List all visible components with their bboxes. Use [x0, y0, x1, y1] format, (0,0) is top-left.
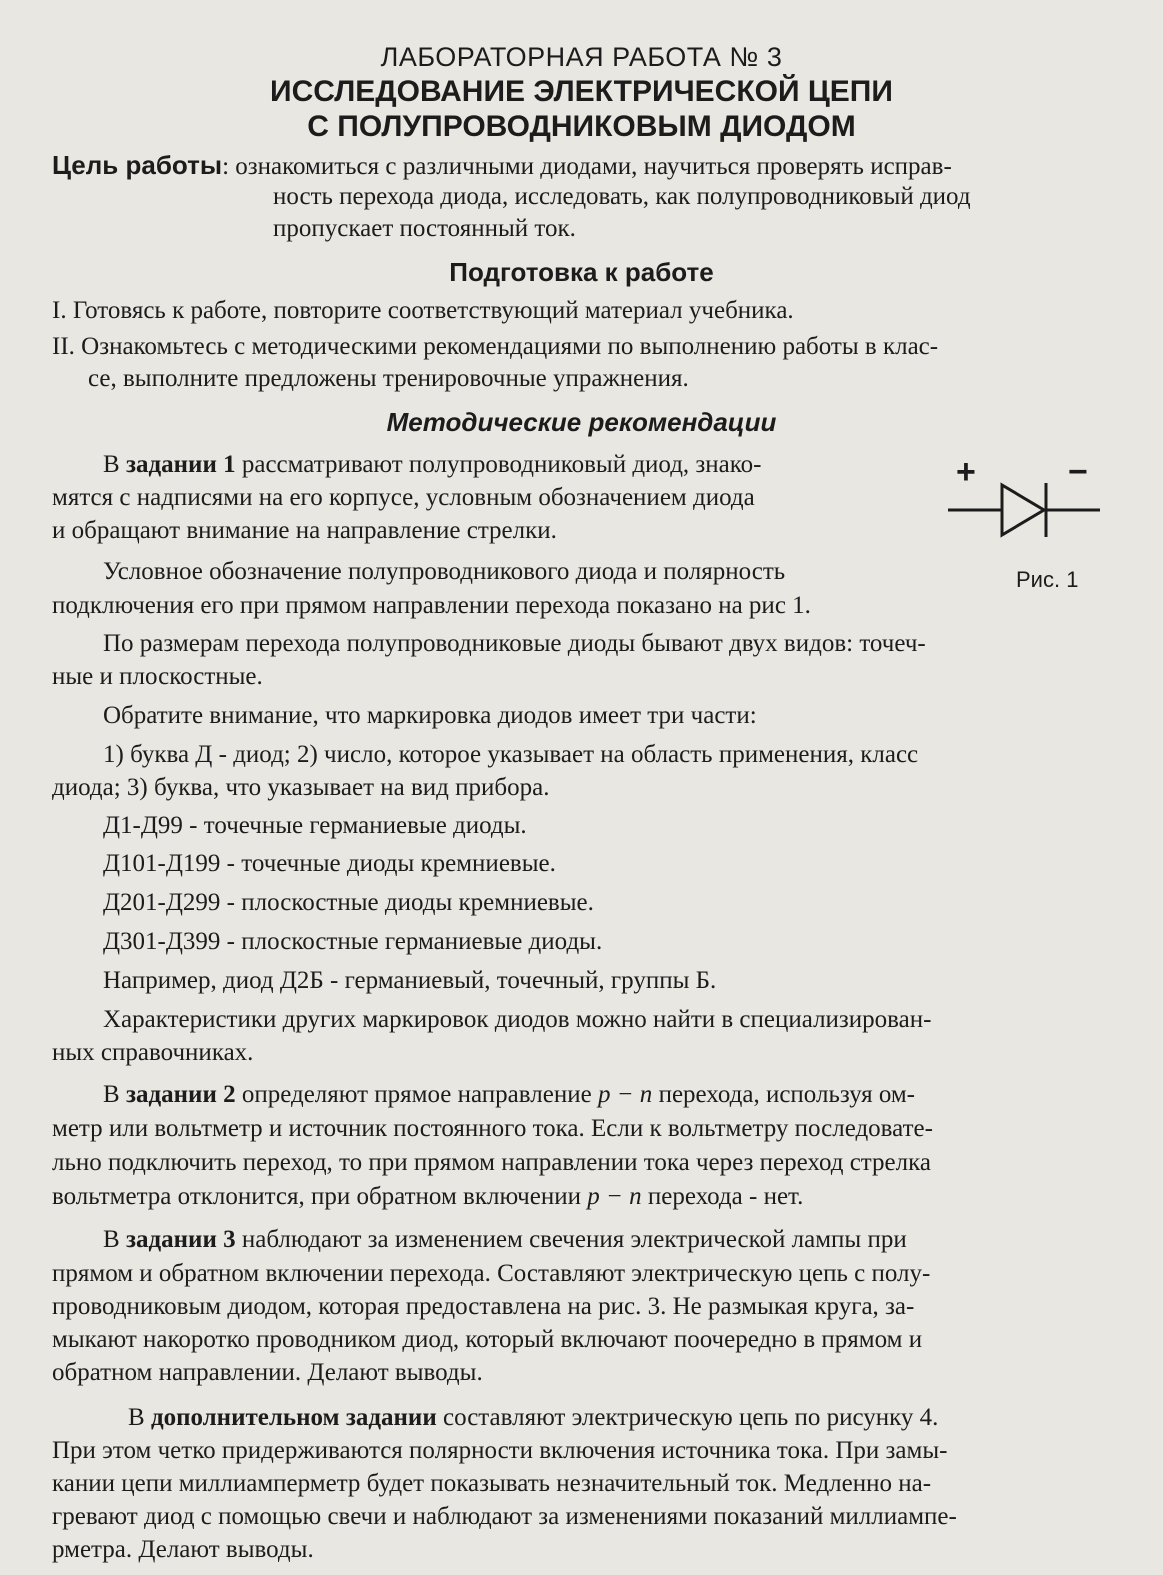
para-9-line-4: гревают диод с помощью свечи и наблюдают за изменениями показаний миллиампе- — [52, 1503, 957, 1530]
goal-line-1 — [52, 150, 952, 182]
example-line: Например, диод Д2Б - германиевый, точечный, группы Б. — [103, 967, 717, 994]
marking-list-item: Д1-Д99 - точечные германиевые диоды. — [103, 812, 527, 839]
para-8-line-5: обратном направлении. Делают выводы. — [52, 1359, 483, 1386]
para-7-text-a: В — [103, 1081, 126, 1108]
para-1-text-b: рассматривают полупроводниковый диод, знако- — [235, 451, 762, 478]
extra-task-keyword: дополнительном задании — [150, 1404, 437, 1431]
plus-sign: + — [956, 453, 976, 491]
prep-item-2-line-2: се, выполните предложены тренировочные упражнения. — [88, 365, 689, 392]
task-3-keyword: задании 3 — [125, 1226, 236, 1253]
goal-label: Цель работы — [52, 150, 223, 180]
para-1-line-3: и обращают внимание на направление стрелки. — [52, 517, 557, 544]
para-6-line-1: Характеристики других маркировок диодов можно найти в специализирован- — [103, 1006, 932, 1033]
pn-junction-symbol: p − n — [587, 1183, 642, 1210]
para-3-line-2: ные и плоскостные. — [52, 663, 263, 690]
para-9-text-a: В — [128, 1404, 151, 1431]
para-7-text-e: перехода - нет. — [641, 1183, 804, 1210]
para-7-line-2: метр или вольтметр и источник постоянного тока. Если к вольтметру последовате- — [52, 1115, 933, 1142]
para-1-line-2: мятся с надписями на его корпусе, условным обозначением диода — [52, 484, 755, 511]
para-9-line-3: кании цепи миллиамперметр будет показывать незначительный ток. Медленно на- — [52, 1470, 932, 1497]
marking-list-item: Д101-Д199 - точечные диоды кремниевые. — [103, 850, 556, 877]
goal-line-2: ность перехода диода, исследовать, как полупроводниковый диод — [273, 183, 971, 210]
para-9-line-1 — [128, 1403, 938, 1433]
figure-caption: Рис. 1 — [1016, 567, 1079, 592]
lab-number-title: ЛАБОРАТОРНАЯ РАБОТА № 3 — [380, 42, 783, 72]
para-8-line-3: проводниковым диодом, которая предоставлена на рис. 3. Не размыкая круга, за- — [52, 1293, 915, 1320]
prep-heading: Подготовка к работе — [449, 257, 714, 287]
para-8-text-a: В — [103, 1226, 126, 1253]
para-8-line-1 — [103, 1225, 907, 1255]
para-8-line-2: прямом и обратном включении перехода. Составляют электрическую цепь с полу- — [52, 1260, 931, 1287]
para-3-line-1: По размерам перехода полупроводниковые диоды бывают двух видов: точеч- — [103, 630, 926, 657]
diode-figure — [940, 455, 1120, 595]
para-2-line-2: подключения его при прямом направлении перехода показано на рис 1. — [52, 592, 811, 619]
pn-junction-symbol: p − n — [597, 1081, 653, 1108]
para-6-line-2: ных справочниках. — [52, 1039, 254, 1066]
para-1-line-1 — [103, 450, 762, 480]
minus-sign: − — [1068, 453, 1088, 491]
task-1-keyword: задании 1 — [125, 451, 236, 478]
para-9-line-5: рметра. Делают выводы. — [52, 1536, 314, 1563]
para-9-line-2: При этом четко придерживаются полярности включения источника тока. При замы- — [52, 1437, 948, 1464]
para-7-text-b: определяют прямое направление — [235, 1081, 598, 1108]
marking-list-item: Д301-Д399 - плоскостные германиевые диоды. — [103, 928, 603, 955]
para-9-text-b: составляют электрическую цепь по рисунку 4. — [436, 1404, 939, 1431]
para-7-line-3: льно подключить переход, то при прямом направлении тока через переход стрелка — [52, 1149, 931, 1176]
marking-list-item: Д201-Д299 - плоскостные диоды кремниевые. — [103, 889, 594, 916]
para-7-text-d: вольтметра отклонится, при обратном включении — [52, 1183, 588, 1210]
main-title-line-2: С ПОЛУПРОВОДНИКОВЫМ ДИОДОМ — [307, 110, 856, 143]
methods-heading: Методические рекомендации — [386, 407, 777, 437]
para-7-line-4 — [52, 1182, 803, 1212]
task-2-keyword: задании 2 — [125, 1081, 236, 1108]
para-7-line-1 — [103, 1080, 915, 1110]
goal-text-1: ознакомиться с различными диодами, научиться проверять исправ- — [229, 153, 952, 180]
para-5-line-1: 1) буква Д - диод; 2) число, которое указывает на область применения, класс — [103, 741, 919, 768]
para-5-line-2: диода; 3) буква, что указывает на вид прибора. — [52, 774, 550, 801]
main-title-line-1: ИССЛЕДОВАНИЕ ЭЛЕКТРИЧЕСКОЙ ЦЕПИ — [270, 75, 893, 108]
goal-line-3: пропускает постоянный ток. — [273, 215, 576, 242]
para-1-text: В — [103, 451, 126, 478]
para-4: Обратите внимание, что маркировка диодов имеет три части: — [103, 702, 757, 729]
para-7-text-c: перехода, используя ом- — [652, 1081, 915, 1108]
prep-item-2-line-1: II. Ознакомьтесь с методическими рекомендациями по выполнению работы в клас- — [52, 333, 939, 360]
prep-item-1: I. Готовясь к работе, повторите соответствующий материал учебника. — [52, 297, 794, 324]
goal-colon: : — [222, 153, 230, 180]
para-8-line-4: мыкают накоротко проводником диод, который включают поочередно в прямом и — [52, 1326, 923, 1353]
para-8-text-b: наблюдают за изменением свечения электрической лампы при — [235, 1226, 907, 1253]
para-2-line-1: Условное обозначение полупроводникового диода и полярность — [103, 558, 786, 585]
